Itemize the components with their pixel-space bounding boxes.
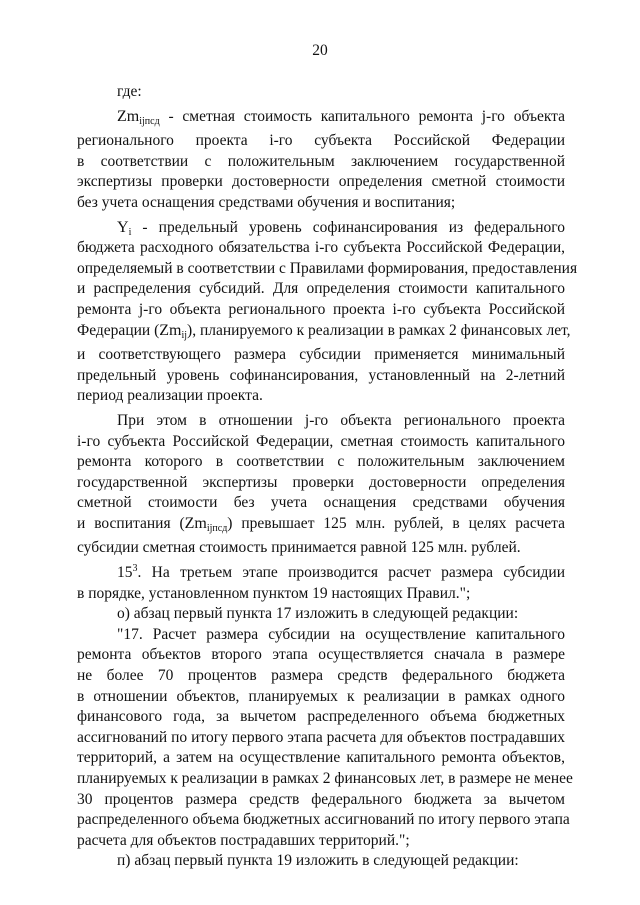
text-line: ремонта которого в соответствии с положительным заключением — [77, 453, 565, 471]
formula-subscript: ijпсд — [206, 522, 228, 534]
text-line — [77, 321, 571, 342]
text-span: - предельный уровень софинансирования из федерального — [142, 218, 565, 236]
formula-symbol: Zm — [184, 514, 207, 532]
text-line: бюджета расходного обязательства i-го субъекта Российской Федерации, — [77, 239, 565, 257]
formula-symbol: Zm — [117, 107, 140, 125]
text-line: ассигнований по итогу первого этапа расчета для объектов пострадавших — [77, 728, 565, 746]
text-line: в порядке, установленном пунктом 19 настоящих Правил."; — [77, 584, 471, 602]
text-span: . На третьем этапе производится расчет размера субсидии — [137, 564, 565, 582]
text-line — [77, 514, 565, 535]
text-line: территорий, а затем на осуществление капитального ремонта объектов, — [77, 749, 565, 767]
text-line: где: — [117, 83, 142, 100]
text-line: в соответствии с положительным заключением государственной — [77, 152, 565, 170]
formula-subscript: ijпсд — [139, 115, 160, 127]
formula-subscript: ij — [181, 329, 188, 341]
text-line: и соответствующего размера субсидии применяется минимальный — [77, 346, 565, 364]
text-line — [77, 107, 565, 128]
text-line: "17. Расчет размера субсидии на осуществление капитального — [117, 625, 565, 643]
text-line: субсидии сметная стоимость принимается равной 125 млн. рублей. — [77, 539, 521, 557]
text-line: период реализации проекта. — [77, 387, 263, 405]
text-line: расчета для объектов пострадавших территорий."; — [77, 831, 410, 849]
text-line: При этом в отношении j-го объекта регионального проекта — [117, 411, 565, 429]
paragraph-superscript: 3 — [132, 563, 138, 575]
paragraph-number: 15 — [117, 564, 133, 582]
text-line: регионального проекта i-го субъекта Российской Федерации — [77, 132, 565, 150]
text-line: экспертизы проверки достоверности определения сметной стоимости — [77, 173, 565, 191]
formula-symbol: Zm — [159, 321, 182, 339]
text-span: - сметная стоимость капитального ремонта j-го объекта — [168, 107, 566, 125]
text-line: i-го субъекта Российской Федерации, сметная стоимость капитального — [77, 432, 565, 450]
text-span: ) превышает 125 млн. рублей, в целях расчета — [227, 514, 565, 532]
text-line: государственной экспертизы проверки достоверности определения — [77, 473, 565, 491]
text-line: предельный уровень софинансирования, установленный на 2-летний — [77, 366, 565, 384]
text-line: сметной стоимости без учета оснащения средствами обучения — [77, 494, 565, 512]
text-line: планируемых к реализации в рамках 2 финансовых лет, в размере не менее — [77, 770, 573, 787]
text-line — [77, 563, 565, 584]
formula-symbol: Y — [117, 218, 129, 236]
text-line: не более 70 процентов размера средств федерального бюджета — [77, 667, 565, 685]
text-span: и воспитания ( — [77, 514, 185, 532]
text-line: 30 процентов размера средств федерального бюджета за вычетом — [77, 790, 565, 808]
text-line: и распределения субсидий. Для определения стоимости капитального — [77, 280, 565, 298]
text-line: финансового года, за вычетом распределенного объема бюджетных — [77, 708, 565, 726]
page-number: 20 — [312, 42, 328, 59]
text-line: ремонта j-го объекта регионального проекта i-го субъекта Российской — [77, 300, 565, 318]
text-line: в отношении объектов, планируемых к реализации в рамках одного — [77, 687, 565, 705]
text-span: ), планируемого к реализации в рамках 2 финансовых лет, — [187, 321, 571, 339]
text-line: о) абзац первый пункта 17 изложить в следующей редакции: — [117, 605, 519, 623]
text-line: определяемый в соответствии с Правилами формирования, предоставления — [77, 259, 578, 277]
formula-subscript: i — [128, 226, 132, 238]
text-line: без учета оснащения средствами обучения и воспитания; — [77, 193, 456, 211]
text-line: распределенного объема бюджетных ассигнований по итогу первого этапа — [77, 811, 570, 829]
text-line — [77, 218, 565, 239]
text-line: ремонта объектов второго этапа осуществляется сначала в размере — [77, 646, 565, 664]
text-span: Федерации ( — [77, 321, 160, 339]
text-line: п) абзац первый пункта 19 изложить в следующей редакции: — [117, 852, 519, 870]
document-body — [77, 82, 578, 872]
